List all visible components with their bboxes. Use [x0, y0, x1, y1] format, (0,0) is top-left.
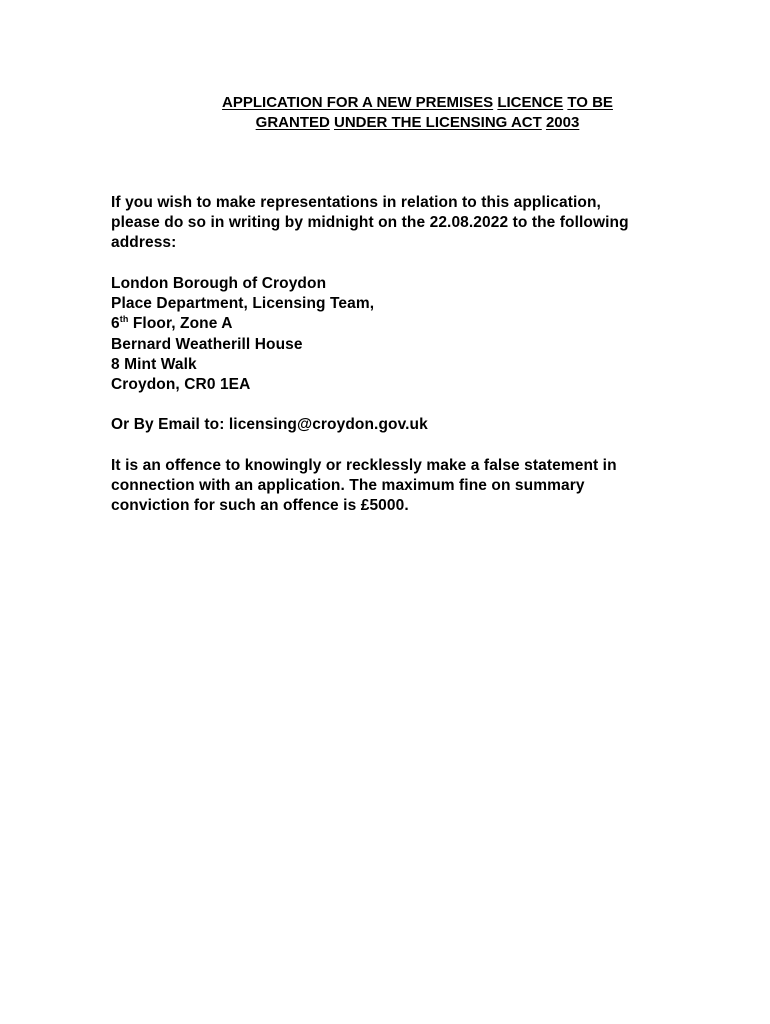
floor-ordinal-suffix: th: [119, 314, 129, 325]
floor-number: 6: [111, 315, 120, 333]
title-segment: APPLICATION FOR A NEW PREMISES: [222, 94, 494, 111]
email-label: Or By Email to:: [111, 416, 225, 433]
warning-line: It is an offence to knowingly or recklessly make a false statement in: [111, 457, 617, 474]
title-segment: 2003: [545, 114, 580, 131]
title-segment: TO BE: [567, 94, 613, 111]
address-line: Bernard Weatherill House: [111, 335, 303, 353]
address-line: London Borough of Croydon: [111, 275, 327, 292]
address-line-floor: [111, 314, 731, 334]
offence-warning-paragraph: [111, 456, 731, 517]
title-segment: GRANTED: [255, 114, 330, 131]
title-segment: LICENCE: [497, 94, 564, 111]
intro-paragraph: [111, 193, 731, 254]
intro-line: address:: [111, 234, 177, 252]
email-line: [111, 415, 731, 435]
title-line-2: [110, 113, 725, 133]
title-line-1: [110, 93, 725, 113]
address-line: Croydon, CR0 1EA: [111, 376, 251, 394]
postal-address: [111, 274, 731, 395]
email-paragraph: [111, 415, 731, 435]
address-line: Place Department, Licensing Team,: [111, 295, 375, 313]
document-title: [110, 93, 725, 133]
floor-rest: Floor, Zone A: [128, 315, 233, 333]
email-address: licensing@croydon.gov.uk: [228, 416, 428, 433]
warning-line: conviction for such an offence is £5000.: [111, 497, 409, 515]
warning-line: connection with an application. The maximum fine on summary: [111, 477, 585, 495]
intro-line: please do so in writing by midnight on the 22.08.2022 to the following: [111, 214, 629, 232]
intro-line: If you wish to make representations in relation to this application,: [111, 194, 601, 211]
title-segment: UNDER THE LICENSING ACT: [334, 114, 542, 131]
address-line: 8 Mint Walk: [111, 355, 197, 373]
